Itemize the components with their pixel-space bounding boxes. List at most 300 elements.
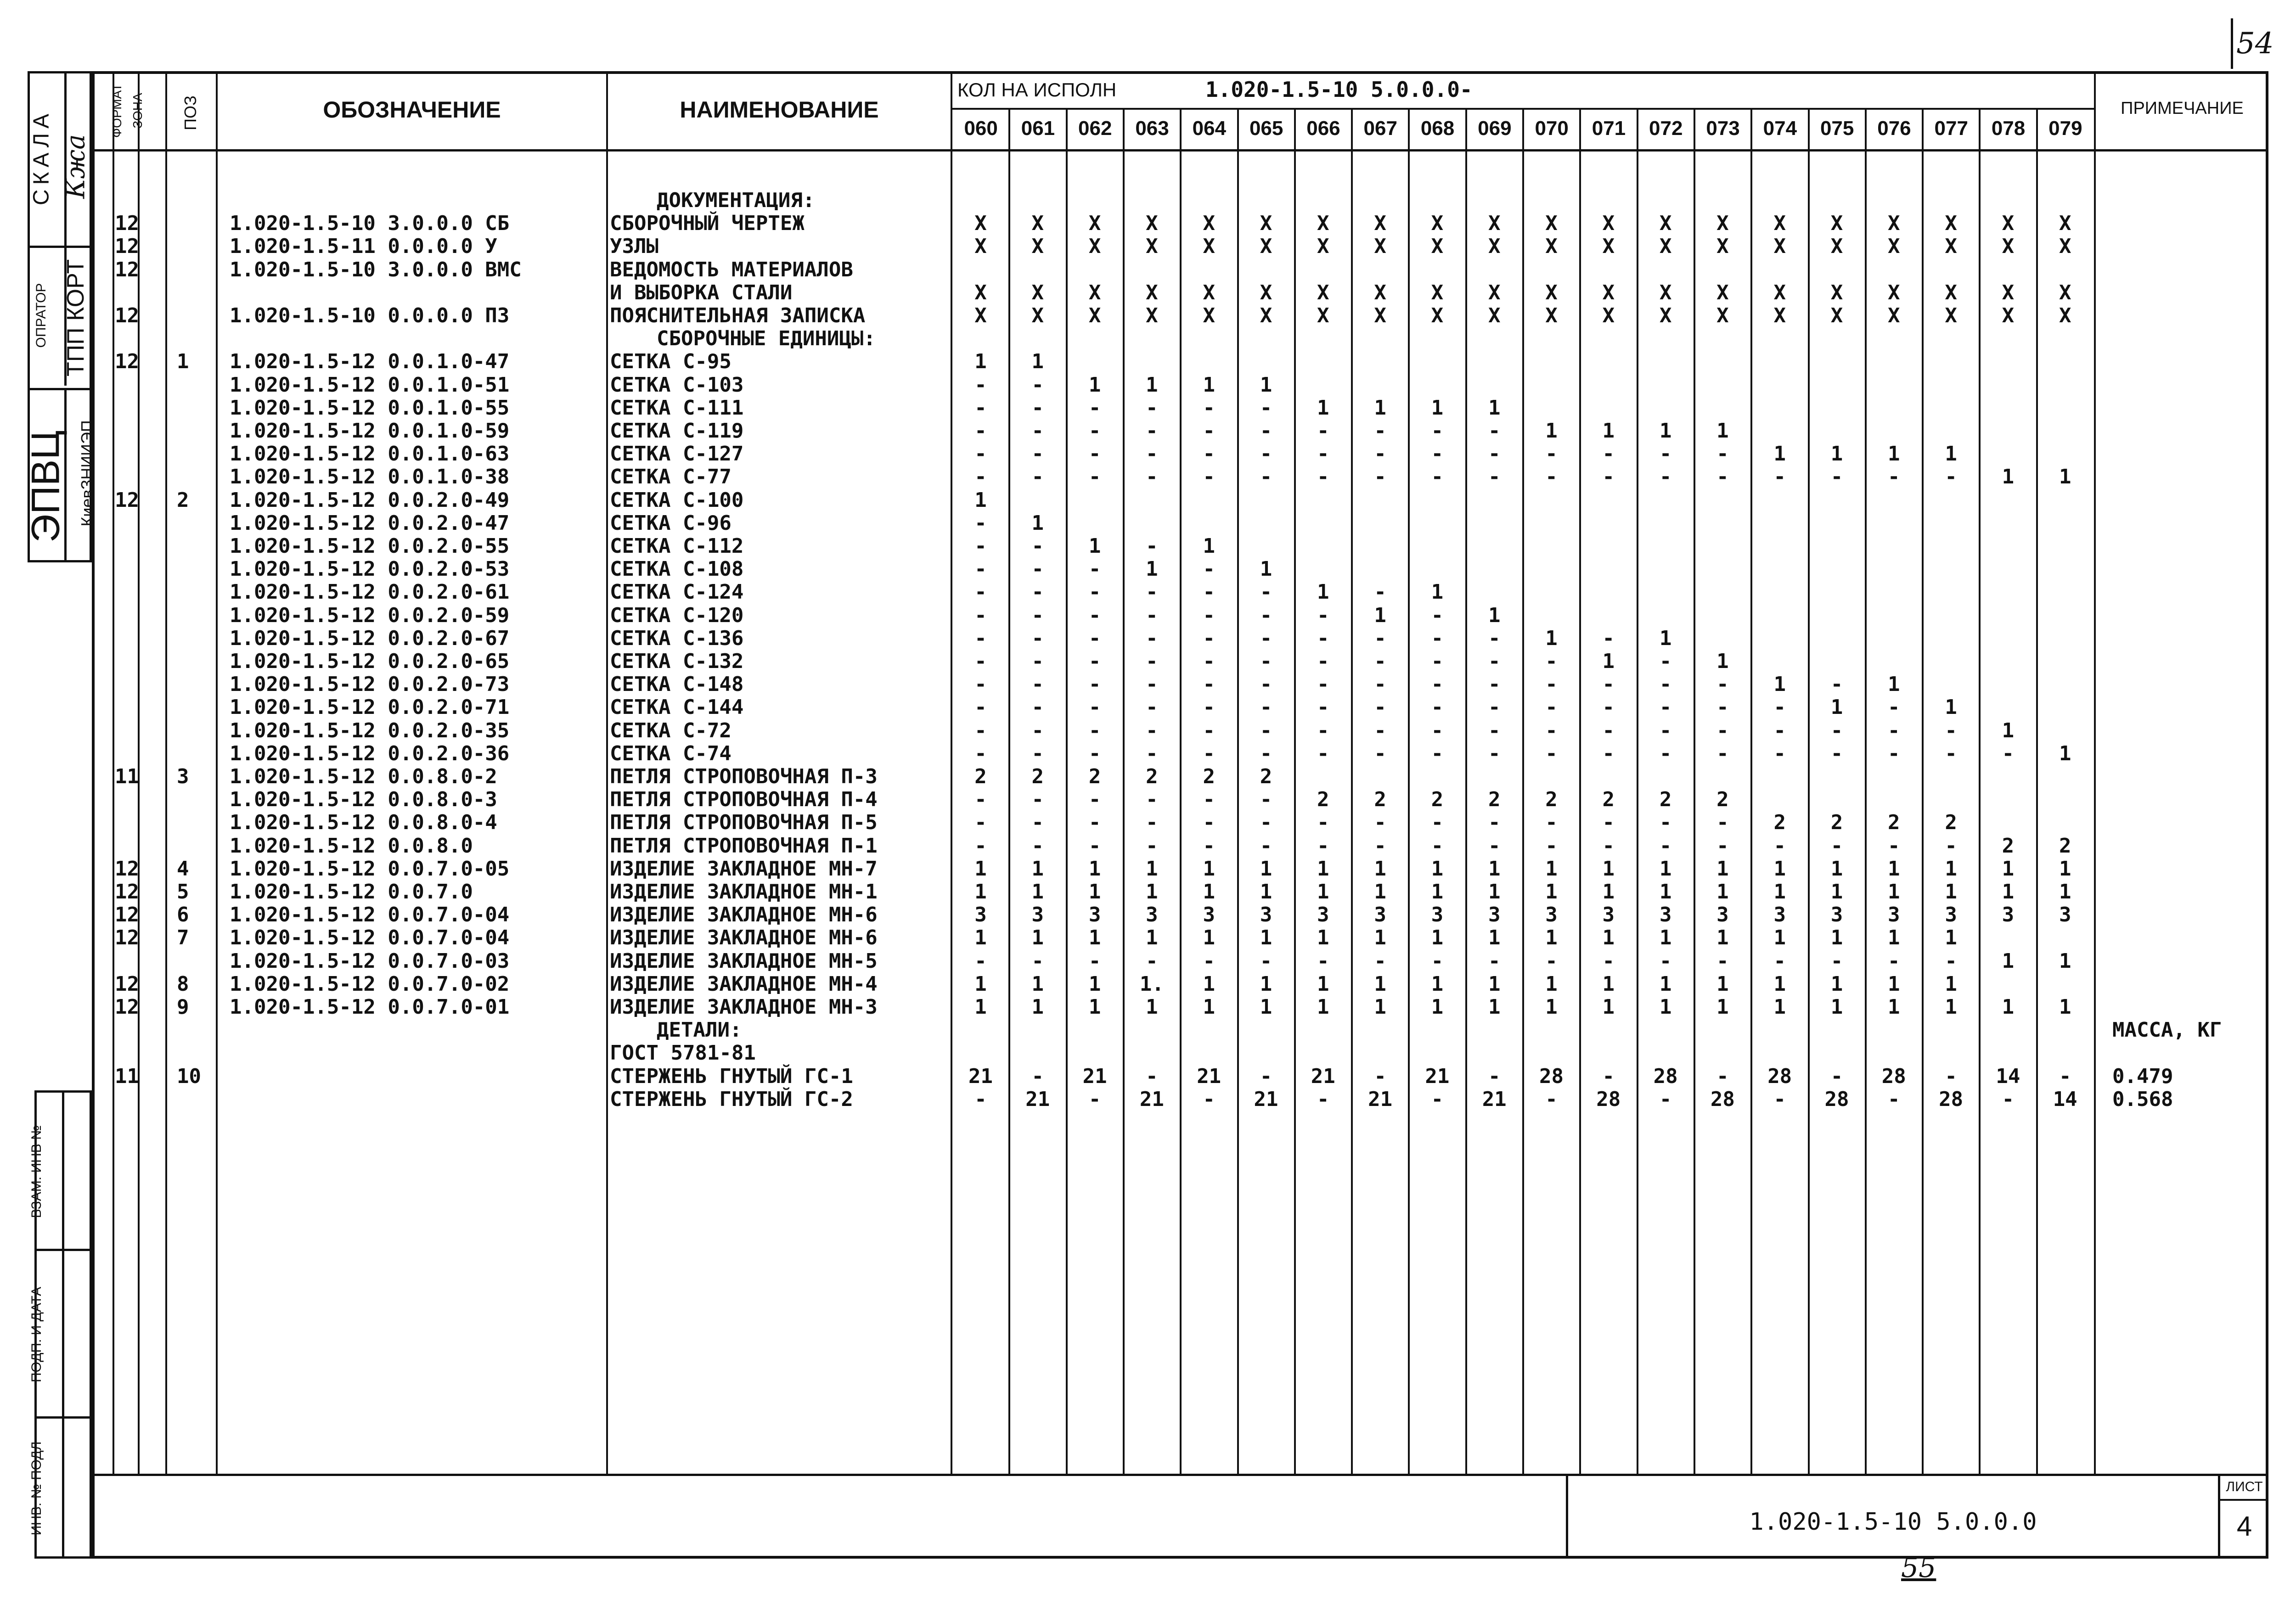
qty-cell: 1 <box>1888 972 1900 996</box>
footer-top-line <box>92 1474 2268 1476</box>
row-name: ИЗДЕЛИЕ ЗАКЛАДНОЕ МН-6 <box>610 903 878 927</box>
org-sub: КиевЗНИИЭП <box>78 420 96 527</box>
row-position: 2 <box>177 488 189 512</box>
qty-column-header: 071 <box>1592 117 1626 140</box>
row-name: ИЗДЕЛИЕ ЗАКЛАДНОЕ МН-1 <box>610 880 878 904</box>
row-name: ПЕТЛЯ СТРОПОВОЧНАЯ П-4 <box>610 788 878 812</box>
qty-cell: X <box>1488 212 1501 236</box>
qty-cell: 3 <box>1716 903 1729 927</box>
qty-cell: - <box>1773 1087 1786 1111</box>
qty-cell: 1 <box>1659 857 1672 881</box>
qty-cell: - <box>1146 603 1158 627</box>
qty-cell: 1 <box>1945 880 1957 904</box>
row-format: 12 <box>115 972 139 996</box>
title-block-code: 1.020-1.5-10 5.0.0.0 <box>1749 1508 2037 1536</box>
qty-cell: - <box>1203 465 1215 489</box>
qty-cell: X <box>974 212 987 236</box>
qty-cell: X <box>1773 212 1786 236</box>
qty-cell: 1 <box>1146 995 1158 1019</box>
qty-cell: 1 <box>1602 880 1615 904</box>
row-name: СЕТКА С-112 <box>610 534 744 558</box>
header-pos: ПОЗ <box>181 95 200 130</box>
qty-cell: - <box>1374 580 1386 604</box>
qty-cell: - <box>1031 419 1044 443</box>
qty-cell: - <box>1659 465 1672 489</box>
row-designation: 1.020-1.5-12 0.0.2.0-59 <box>230 603 510 627</box>
qty-cell: - <box>1146 580 1158 604</box>
row-format: 11 <box>115 765 139 788</box>
qty-column-header: 062 <box>1078 117 1112 140</box>
qty-cell: 2 <box>1031 765 1044 788</box>
qty-cell: - <box>974 696 987 719</box>
qty-cell: 3 <box>1488 903 1501 927</box>
qty-column-header: 064 <box>1192 117 1227 140</box>
qty-cell: 1 <box>1773 857 1786 881</box>
qty-cell: - <box>1773 696 1786 719</box>
qty-cell: - <box>1659 696 1672 719</box>
qty-cell: 1 <box>1716 880 1729 904</box>
qty-cell: - <box>1088 557 1101 581</box>
row-designation: 1.020-1.5-12 0.0.7.0-02 <box>230 972 510 996</box>
qty-cell: 21 <box>1139 1087 1164 1111</box>
qty-cell: - <box>1830 718 1843 742</box>
qty-cell: X <box>1773 304 1786 327</box>
qty-cell: - <box>1374 834 1386 858</box>
qty-cell: - <box>2002 1087 2015 1111</box>
qty-cell: 3 <box>2002 903 2015 927</box>
qty-cell: X <box>1888 281 1900 304</box>
qty-cell: 3 <box>1888 903 1900 927</box>
qty-cell: 3 <box>1088 903 1101 927</box>
qty-cell: 21 <box>1425 1064 1450 1088</box>
row-name: СЕТКА С-108 <box>610 557 744 581</box>
qty-column-header: 065 <box>1249 117 1283 140</box>
qty-cell: X <box>1260 304 1272 327</box>
qty-cell: 1 <box>1488 857 1501 881</box>
qty-cell: X <box>1945 281 1957 304</box>
qty-cell: 1 <box>1203 857 1215 881</box>
qty-cell: 21 <box>1197 1064 1221 1088</box>
qty-cell: - <box>1830 834 1843 858</box>
qty-cell: 1 <box>1659 626 1672 650</box>
qty-cell: - <box>1317 465 1329 489</box>
row-position: 9 <box>177 995 189 1019</box>
qty-cell: - <box>1203 650 1215 673</box>
qty-cell: X <box>1317 281 1329 304</box>
qty-cell: - <box>1146 673 1158 696</box>
operator-label: ОПРАТОР <box>34 283 49 348</box>
qty-cell: 1 <box>2059 741 2071 765</box>
qty-cell: 1 <box>1830 696 1843 719</box>
qty-cell: 1 <box>1773 972 1786 996</box>
qty-cell: X <box>1146 235 1158 258</box>
qty-cell: 1 <box>1716 650 1729 673</box>
row-name: СЕТКА С-103 <box>610 373 744 397</box>
qty-cell: - <box>1146 788 1158 812</box>
qty-column-header: 073 <box>1706 117 1740 140</box>
row-designation: 1.020-1.5-12 0.0.1.0-38 <box>230 465 510 489</box>
qty-cell: X <box>1888 304 1900 327</box>
qty-cell: 1 <box>1488 995 1501 1019</box>
qty-cell: X <box>1088 304 1101 327</box>
qty-cell: 28 <box>1939 1087 1964 1111</box>
qty-cell: - <box>1146 811 1158 835</box>
qty-cell: - <box>1659 442 1672 466</box>
qty-cell: 1 <box>1659 995 1672 1019</box>
qty-cell: 2 <box>2002 834 2015 858</box>
qty-cell: - <box>1431 834 1444 858</box>
qty-cell: 1 <box>1203 972 1215 996</box>
qty-cell: 1 <box>1031 972 1044 996</box>
qty-cell: 1 <box>1830 442 1843 466</box>
qty-cell: 3 <box>1545 903 1558 927</box>
row-format: 12 <box>115 857 139 881</box>
qty-cell: - <box>1431 603 1444 627</box>
qty-cell: - <box>1888 696 1900 719</box>
qty-cell: X <box>1545 281 1558 304</box>
qty-cell: - <box>1146 834 1158 858</box>
row-note: 0.568 <box>2112 1087 2173 1111</box>
qty-cell: - <box>1545 650 1558 673</box>
row-name: СБОРОЧНЫЙ ЧЕРТЕЖ <box>610 212 805 236</box>
qty-cell: - <box>1488 949 1501 973</box>
qty-cell: - <box>1488 419 1501 443</box>
qty-cell: - <box>1088 718 1101 742</box>
row-position: 5 <box>177 880 189 904</box>
qty-cell: - <box>1146 696 1158 719</box>
qty-cell: X <box>1773 281 1786 304</box>
qty-cell: - <box>1830 741 1843 765</box>
qty-cell: X <box>1146 212 1158 236</box>
qty-cell: 2 <box>1545 788 1558 812</box>
qty-cell: - <box>1203 442 1215 466</box>
row-designation: 1.020-1.5-12 0.0.2.0-35 <box>230 718 510 742</box>
qty-cell: 2 <box>1203 765 1215 788</box>
qty-cell: - <box>1317 741 1329 765</box>
header-qty-code: 1.020-1.5-10 5.0.0.0- <box>1205 77 1473 102</box>
qty-cell: 1 <box>1031 995 1044 1019</box>
qty-cell: - <box>1716 949 1729 973</box>
qty-cell: 1 <box>1888 442 1900 466</box>
qty-cell: 1 <box>1317 580 1329 604</box>
header-format: ФОРМАТ <box>110 83 124 138</box>
qty-column-header: 077 <box>1934 117 1968 140</box>
row-designation: 1.020-1.5-12 0.0.2.0-53 <box>230 557 510 581</box>
qty-cell: - <box>1260 442 1272 466</box>
qty-cell: - <box>1659 741 1672 765</box>
qty-cell: - <box>974 442 987 466</box>
qty-cell: - <box>1088 949 1101 973</box>
qty-cell: X <box>1431 212 1444 236</box>
qty-cell: 2 <box>1602 788 1615 812</box>
qty-cell: 14 <box>1996 1064 2020 1088</box>
qty-cell: - <box>1545 442 1558 466</box>
qty-cell: - <box>1260 626 1272 650</box>
qty-cell: 3 <box>2059 903 2071 927</box>
qty-column-header: 069 <box>1478 117 1512 140</box>
row-name: ИЗДЕЛИЕ ЗАКЛАДНОЕ МН-6 <box>610 926 878 950</box>
qty-cell: X <box>1716 235 1729 258</box>
inv-label-3: ВЗАМ. ИНВ № <box>29 1125 44 1218</box>
row-name: СЕТКА С-119 <box>610 419 744 443</box>
qty-cell: - <box>974 465 987 489</box>
qty-cell: 28 <box>1881 1064 1906 1088</box>
qty-cell: - <box>1888 741 1900 765</box>
qty-cell: - <box>1260 580 1272 604</box>
qty-cell: 1 <box>1203 373 1215 397</box>
qty-cell: - <box>1888 1087 1900 1111</box>
row-name: УЗЛЫ <box>610 235 658 258</box>
qty-cell: - <box>1088 626 1101 650</box>
qty-cell: - <box>974 673 987 696</box>
qty-cell: - <box>1146 419 1158 443</box>
org-name: ЭПВЦ <box>23 430 68 543</box>
qty-cell: - <box>1260 465 1272 489</box>
qty-cell: 1 <box>974 350 987 374</box>
qty-cell: - <box>974 511 987 535</box>
qty-cell: 1 <box>1317 972 1329 996</box>
qty-cell: X <box>1488 281 1501 304</box>
qty-column-header: 079 <box>2048 117 2082 140</box>
qty-cell: - <box>1488 696 1501 719</box>
qty-cell: - <box>1602 673 1615 696</box>
row-format: 12 <box>115 212 139 236</box>
row-designation: 1.020-1.5-12 0.0.8.0 <box>230 834 473 858</box>
qty-cell: 1 <box>1488 880 1501 904</box>
qty-cell: X <box>1260 281 1272 304</box>
qty-cell: 1 <box>1716 419 1729 443</box>
qty-cell: - <box>1945 1064 1957 1088</box>
qty-cell: 1 <box>1888 995 1900 1019</box>
row-name: ПЕТЛЯ СТРОПОВОЧНАЯ П-5 <box>610 811 878 835</box>
qty-cell: 1 <box>1260 373 1272 397</box>
row-designation: 1.020-1.5-12 0.0.7.0-04 <box>230 903 510 927</box>
qty-cell: - <box>1488 650 1501 673</box>
qty-cell: 1 <box>2002 995 2015 1019</box>
qty-cell: - <box>1203 718 1215 742</box>
qty-cell: - <box>1203 673 1215 696</box>
qty-cell: 1 <box>1545 419 1558 443</box>
row-format: 12 <box>115 235 139 258</box>
qty-cell: 3 <box>1602 903 1615 927</box>
inv-label-2: ПОДП. И ДАТА <box>29 1287 44 1383</box>
qty-cell: - <box>1260 741 1272 765</box>
qty-cell: 1 <box>2059 995 2071 1019</box>
row-format: 12 <box>115 258 139 281</box>
qty-cell: 1 <box>1773 442 1786 466</box>
qty-cell: - <box>1088 465 1101 489</box>
qty-cell: - <box>1888 718 1900 742</box>
qty-cell: - <box>1659 949 1672 973</box>
qty-cell: 3 <box>1146 903 1158 927</box>
row-name: ДОКУМЕНТАЦИЯ: <box>657 189 815 212</box>
qty-cell: - <box>1260 650 1272 673</box>
qty-cell: - <box>1888 465 1900 489</box>
qty-cell: X <box>1374 304 1386 327</box>
qty-cell: X <box>2059 212 2071 236</box>
qty-cell: - <box>974 580 987 604</box>
header-name: НАИМЕНОВАНИЕ <box>680 97 879 123</box>
qty-cell: X <box>1088 212 1101 236</box>
qty-cell: - <box>1488 442 1501 466</box>
qty-cell: - <box>1260 834 1272 858</box>
row-name: СЕТКА С-144 <box>610 696 744 719</box>
row-name: ИЗДЕЛИЕ ЗАКЛАДНОЕ МН-3 <box>610 995 878 1019</box>
qty-cell: - <box>1602 741 1615 765</box>
qty-cell: 3 <box>1203 903 1215 927</box>
qty-cell: 2 <box>1945 811 1957 835</box>
row-position: 8 <box>177 972 189 996</box>
qty-cell: X <box>1545 212 1558 236</box>
qty-cell: 1 <box>1545 972 1558 996</box>
qty-cell: 1 <box>1545 626 1558 650</box>
qty-cell: X <box>1488 304 1501 327</box>
qty-cell: - <box>1317 1087 1329 1111</box>
row-designation: 1.020-1.5-12 0.0.1.0-51 <box>230 373 510 397</box>
qty-cell: - <box>1773 718 1786 742</box>
row-name: СТЕРЖЕНЬ ГНУТЫЙ ГС-2 <box>610 1087 853 1111</box>
qty-cell: - <box>1088 396 1101 420</box>
qty-cell: 1 <box>1602 972 1615 996</box>
row-name: СЕТКА С-127 <box>610 442 744 466</box>
qty-cell: - <box>1431 741 1444 765</box>
qty-cell: - <box>1031 788 1044 812</box>
qty-cell: - <box>1545 1087 1558 1111</box>
qty-cell: 1 <box>1203 534 1215 558</box>
qty-cell: - <box>1488 1064 1501 1088</box>
qty-cell: 28 <box>1710 1087 1735 1111</box>
qty-cell: - <box>974 788 987 812</box>
qty-cell: X <box>2002 235 2015 258</box>
qty-cell: 1 <box>1317 880 1329 904</box>
qty-cell: - <box>1317 442 1329 466</box>
qty-cell: X <box>1317 235 1329 258</box>
qty-cell: - <box>2059 1064 2071 1088</box>
qty-cell: 1 <box>1602 857 1615 881</box>
qty-cell: 2 <box>1431 788 1444 812</box>
qty-cell: 1 <box>1488 926 1501 950</box>
qty-cell: 1 <box>1659 419 1672 443</box>
qty-cell: 14 <box>2053 1087 2077 1111</box>
qty-cell: X <box>1031 304 1044 327</box>
qty-cell: 1 <box>1945 857 1957 881</box>
sheet-number: 4 <box>2236 1511 2252 1542</box>
qty-cell: X <box>1659 235 1672 258</box>
qty-cell: - <box>1031 557 1044 581</box>
qty-cell: - <box>1830 465 1843 489</box>
row-designation: 1.020-1.5-10 3.0.0.0 СБ <box>230 212 510 236</box>
sheet-label: ЛИСТ <box>2226 1479 2263 1494</box>
row-format: 12 <box>115 880 139 904</box>
qty-cell: 28 <box>1653 1064 1678 1088</box>
qty-cell: - <box>1146 741 1158 765</box>
qty-cell: 28 <box>1596 1087 1621 1111</box>
qty-cell: 1 <box>1716 995 1729 1019</box>
qty-cell: 2 <box>1773 811 1786 835</box>
qty-cell: - <box>1031 811 1044 835</box>
qty-cell: 1 <box>2059 857 2071 881</box>
qty-cell: - <box>1602 696 1615 719</box>
qty-cell: 1 <box>1716 857 1729 881</box>
qty-cell: X <box>1716 304 1729 327</box>
qty-cell: 1 <box>1431 995 1444 1019</box>
qty-cell: - <box>1203 419 1215 443</box>
qty-cell: - <box>1888 949 1900 973</box>
qty-cell: - <box>1602 834 1615 858</box>
qty-cell: - <box>1260 811 1272 835</box>
row-designation: 1.020-1.5-12 0.0.7.0-04 <box>230 926 510 950</box>
qty-cell: - <box>1488 718 1501 742</box>
qty-cell: - <box>1088 419 1101 443</box>
qty-column-header: 072 <box>1649 117 1683 140</box>
row-designation: 1.020-1.5-12 0.0.2.0-67 <box>230 626 510 650</box>
row-position: 1 <box>177 350 189 374</box>
qty-cell: 1 <box>974 880 987 904</box>
row-designation: 1.020-1.5-12 0.0.2.0-65 <box>230 650 510 673</box>
qty-cell: - <box>1374 626 1386 650</box>
qty-cell: X <box>1203 235 1215 258</box>
qty-column-header: 061 <box>1021 117 1055 140</box>
qty-cell: 1 <box>1317 995 1329 1019</box>
qty-cell: - <box>974 650 987 673</box>
qty-cell: - <box>1317 696 1329 719</box>
row-format: 12 <box>115 350 139 374</box>
qty-cell: 21 <box>968 1064 993 1088</box>
qty-cell: - <box>1716 718 1729 742</box>
qty-column-header: 075 <box>1820 117 1854 140</box>
qty-cell: - <box>1488 834 1501 858</box>
qty-cell: - <box>974 949 987 973</box>
qty-cell: 1 <box>1830 972 1843 996</box>
qty-cell: 1 <box>1659 926 1672 950</box>
qty-cell: 1 <box>1773 880 1786 904</box>
qty-cell: - <box>1545 696 1558 719</box>
qty-cell: X <box>1888 235 1900 258</box>
qty-cell: - <box>1146 442 1158 466</box>
qty-cell: X <box>1203 281 1215 304</box>
row-name: СЕТКА С-136 <box>610 626 744 650</box>
qty-cell: 1 <box>1945 442 1957 466</box>
qty-cell: X <box>1945 304 1957 327</box>
qty-cell: X <box>2002 304 2015 327</box>
qty-column-header: 078 <box>1991 117 2026 140</box>
qty-cell: 1 <box>1431 972 1444 996</box>
qty-cell: - <box>1260 949 1272 973</box>
row-designation: 1.020-1.5-12 0.0.1.0-47 <box>230 350 510 374</box>
qty-column-header: 076 <box>1877 117 1911 140</box>
qty-cell: 1 <box>1773 995 1786 1019</box>
qty-cell: - <box>1945 718 1957 742</box>
qty-cell: 2 <box>1260 765 1272 788</box>
qty-cell: - <box>1659 811 1672 835</box>
qty-cell: - <box>1374 741 1386 765</box>
qty-cell: 2 <box>1317 788 1329 812</box>
qty-cell: 21 <box>1082 1064 1107 1088</box>
qty-cell: - <box>1088 834 1101 858</box>
qty-cell: - <box>1203 949 1215 973</box>
qty-cell: 1 <box>1374 603 1386 627</box>
qty-cell: 21 <box>1025 1087 1050 1111</box>
qty-cell: - <box>974 811 987 835</box>
qty-cell: 1 <box>1146 373 1158 397</box>
operator-value: ТПП КОРТ <box>62 259 89 376</box>
qty-cell: - <box>1374 696 1386 719</box>
qty-cell: X <box>1374 235 1386 258</box>
qty-cell: X <box>1716 212 1729 236</box>
qty-cell: - <box>1031 580 1044 604</box>
qty-cell: 1 <box>1031 880 1044 904</box>
row-designation: 1.020-1.5-12 0.0.8.0-2 <box>230 765 497 788</box>
